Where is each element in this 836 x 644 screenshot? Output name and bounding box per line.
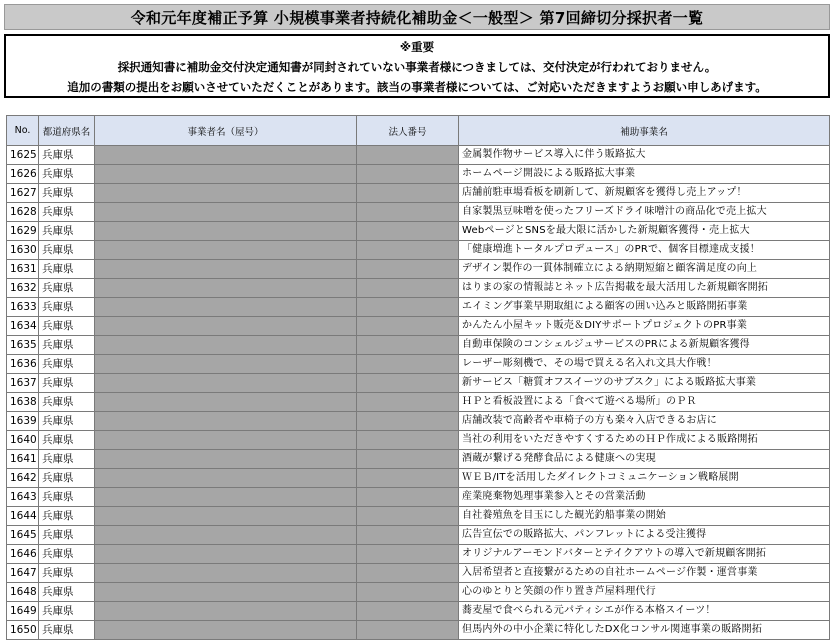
table-row [7,355,830,374]
table-row [7,146,830,165]
redacted-corp-number [357,583,459,602]
row-project-name: WebページとSNSを最大限に活かした新規顧客獲得・売上拡大 [459,222,830,241]
redacted-company-name [95,431,357,450]
redacted-company-name [95,621,357,640]
redacted-corp-number [357,431,459,450]
redacted-company-name [95,203,357,222]
table-row [7,488,830,507]
table-header-row [7,116,830,146]
table-row [7,241,830,260]
redacted-corp-number [357,621,459,640]
table-row [7,450,830,469]
row-number: 1634 [7,317,39,336]
row-prefecture: 兵庫県 [39,374,95,393]
table-row [7,260,830,279]
redacted-company-name [95,602,357,621]
row-project-name: ＨＰと看板設置による「食べて遊べる場所」のＰＲ [459,393,830,412]
table-row [7,412,830,431]
table-row [7,507,830,526]
redacted-corp-number [357,469,459,488]
row-project-name: 店舗改装で高齢者や車椅子の方も楽々入店できるお店に [459,412,830,431]
header-project: 補助事業名 [459,116,830,146]
table-row [7,184,830,203]
redacted-company-name [95,298,357,317]
notice-line-1: 採択通知書に補助金交付決定通知書が同封されていない事業者様につきましては、交付決定が行われておりません。 [117,60,717,74]
row-number: 1633 [7,298,39,317]
row-prefecture: 兵庫県 [39,583,95,602]
row-prefecture: 兵庫県 [39,526,95,545]
table-row [7,469,830,488]
header-corp-number: 法人番号 [357,116,459,146]
redacted-company-name [95,317,357,336]
redacted-company-name [95,279,357,298]
redacted-corp-number [357,393,459,412]
row-number: 1644 [7,507,39,526]
redacted-corp-number [357,545,459,564]
redacted-corp-number [357,317,459,336]
row-prefecture: 兵庫県 [39,431,95,450]
row-project-name: はりまの家の情報誌とネット広告掲載を最大活用した新規顧客開拓 [459,279,830,298]
row-prefecture: 兵庫県 [39,507,95,526]
redacted-corp-number [357,165,459,184]
redacted-company-name [95,526,357,545]
row-prefecture: 兵庫県 [39,393,95,412]
row-prefecture: 兵庫県 [39,184,95,203]
redacted-corp-number [357,203,459,222]
redacted-company-name [95,165,357,184]
redacted-corp-number [357,488,459,507]
row-prefecture: 兵庫県 [39,203,95,222]
redacted-corp-number [357,507,459,526]
row-prefecture: 兵庫県 [39,222,95,241]
row-number: 1637 [7,374,39,393]
redacted-company-name [95,355,357,374]
row-number: 1632 [7,279,39,298]
row-prefecture: 兵庫県 [39,298,95,317]
row-prefecture: 兵庫県 [39,260,95,279]
header-no: No. [7,116,39,146]
row-prefecture: 兵庫県 [39,355,95,374]
row-number: 1642 [7,469,39,488]
row-project-name: ＷＥＢ/ITを活用したダイレクトコミュニケーション戦略展開 [459,469,830,488]
redacted-corp-number [357,602,459,621]
row-number: 1639 [7,412,39,431]
table-row [7,621,830,640]
row-prefecture: 兵庫県 [39,317,95,336]
row-project-name: 蕎麦屋で食べられる元パティシエが作る本格スイーツ！ [459,602,830,621]
redacted-company-name [95,260,357,279]
redacted-corp-number [357,146,459,165]
row-number: 1628 [7,203,39,222]
redacted-corp-number [357,184,459,203]
adoption-table [6,115,830,640]
row-prefecture: 兵庫県 [39,488,95,507]
page-title-text: 令和元年度補正予算 小規模事業者持続化補助金＜一般型＞ 第7回締切分採択者一覧 [130,8,704,27]
important-notice [4,34,830,98]
redacted-company-name [95,374,357,393]
table-body [7,146,830,640]
table-row [7,583,830,602]
row-prefecture: 兵庫県 [39,165,95,184]
row-number: 1640 [7,431,39,450]
row-project-name: 自動車保険のコンシェルジュサービスのPRによる新規顧客獲得 [459,336,830,355]
row-project-name: 酒蔵が繋げる発酵食品による健康への実現 [459,450,830,469]
redacted-company-name [95,336,357,355]
redacted-corp-number [357,241,459,260]
row-number: 1627 [7,184,39,203]
row-project-name: 但馬内外の中小企業に特化したDX化コンサル関連事業の販路開拓 [459,621,830,640]
row-project-name: デザイン製作の一貫体制確立による納期短縮と顧客満足度の向上 [459,260,830,279]
redacted-corp-number [357,412,459,431]
row-number: 1629 [7,222,39,241]
redacted-company-name [95,393,357,412]
row-project-name: オリジナルアーモンドバターとテイクアウトの導入で新規顧客開拓 [459,545,830,564]
header-company: 事業者名（屋号） [95,116,357,146]
table-row [7,431,830,450]
header-prefecture: 都道府県名 [39,116,95,146]
table-row [7,374,830,393]
table-row [7,317,830,336]
row-number: 1643 [7,488,39,507]
table-row [7,165,830,184]
row-project-name: 広告宣伝での販路拡大、パンフレットによる受注獲得 [459,526,830,545]
redacted-company-name [95,545,357,564]
row-number: 1631 [7,260,39,279]
row-project-name: 自家製黒豆味噌を使ったフリーズドライ味噌汁の商品化で売上拡大 [459,203,830,222]
redacted-company-name [95,564,357,583]
redacted-company-name [95,412,357,431]
row-prefecture: 兵庫県 [39,146,95,165]
row-project-name: 新サービス「糖質オフスイーツのサブスク」による販路拡大事業 [459,374,830,393]
redacted-company-name [95,507,357,526]
redacted-corp-number [357,526,459,545]
row-project-name: ホームページ開設による販路拡大事業 [459,165,830,184]
row-number: 1635 [7,336,39,355]
redacted-company-name [95,222,357,241]
row-prefecture: 兵庫県 [39,602,95,621]
table-row [7,203,830,222]
row-project-name: 心のゆとりと笑顔の作り置き芦屋料理代行 [459,583,830,602]
row-number: 1647 [7,564,39,583]
row-prefecture: 兵庫県 [39,279,95,298]
notice-heading: ※重要 [399,40,435,54]
row-prefecture: 兵庫県 [39,545,95,564]
row-prefecture: 兵庫県 [39,469,95,488]
redacted-corp-number [357,260,459,279]
redacted-corp-number [357,222,459,241]
row-project-name: 入居希望者と直接繋がるための自社ホームページ作製・運営事業 [459,564,830,583]
row-project-name: 店舗前駐車場看板を刷新して、新規顧客を獲得し売上アップ！ [459,184,830,203]
table-row [7,564,830,583]
row-number: 1641 [7,450,39,469]
table-row [7,222,830,241]
redacted-corp-number [357,355,459,374]
redacted-corp-number [357,374,459,393]
table-row [7,545,830,564]
row-number: 1650 [7,621,39,640]
row-prefecture: 兵庫県 [39,450,95,469]
row-number: 1638 [7,393,39,412]
redacted-corp-number [357,336,459,355]
redacted-company-name [95,146,357,165]
row-prefecture: 兵庫県 [39,336,95,355]
row-project-name: 当社の利用をいただきやすくするためのＨＰ作成による販路開拓 [459,431,830,450]
row-prefecture: 兵庫県 [39,564,95,583]
row-project-name: レーザー彫刻機で、その場で買える名入れ文具大作戦！ [459,355,830,374]
redacted-company-name [95,241,357,260]
row-project-name: 「健康増進トータルプロデュース」のPRで、個客目標達成支援！ [459,241,830,260]
row-number: 1646 [7,545,39,564]
row-project-name: 産業廃棄物処理事業参入とその営業活動 [459,488,830,507]
table-row [7,393,830,412]
redacted-company-name [95,450,357,469]
table-row [7,279,830,298]
row-number: 1630 [7,241,39,260]
table-row [7,336,830,355]
row-number: 1626 [7,165,39,184]
row-project-name: かんたん小屋キット販売＆DIYサポートプロジェクトのPR事業 [459,317,830,336]
redacted-company-name [95,469,357,488]
table-row [7,602,830,621]
redacted-corp-number [357,564,459,583]
table-row [7,298,830,317]
row-number: 1648 [7,583,39,602]
row-prefecture: 兵庫県 [39,241,95,260]
page-title [4,4,830,30]
redacted-corp-number [357,279,459,298]
redacted-company-name [95,488,357,507]
notice-line-2: 追加の書類の提出をお願いさせていただくことがあります。該当の事業者様については、ご対応いただきますようお願い申しあげます。 [67,80,767,94]
row-number: 1649 [7,602,39,621]
row-project-name: 自社養殖魚を目玉にした観光釣船事業の開始 [459,507,830,526]
redacted-company-name [95,184,357,203]
row-prefecture: 兵庫県 [39,412,95,431]
row-project-name: 金属製作物サービス導入に伴う販路拡大 [459,146,830,165]
row-prefecture: 兵庫県 [39,621,95,640]
row-number: 1625 [7,146,39,165]
row-number: 1636 [7,355,39,374]
row-project-name: エイミング事業早期取組による顧客の囲い込みと販路開拓事業 [459,298,830,317]
row-number: 1645 [7,526,39,545]
redacted-corp-number [357,298,459,317]
table-row [7,526,830,545]
redacted-corp-number [357,450,459,469]
redacted-company-name [95,583,357,602]
